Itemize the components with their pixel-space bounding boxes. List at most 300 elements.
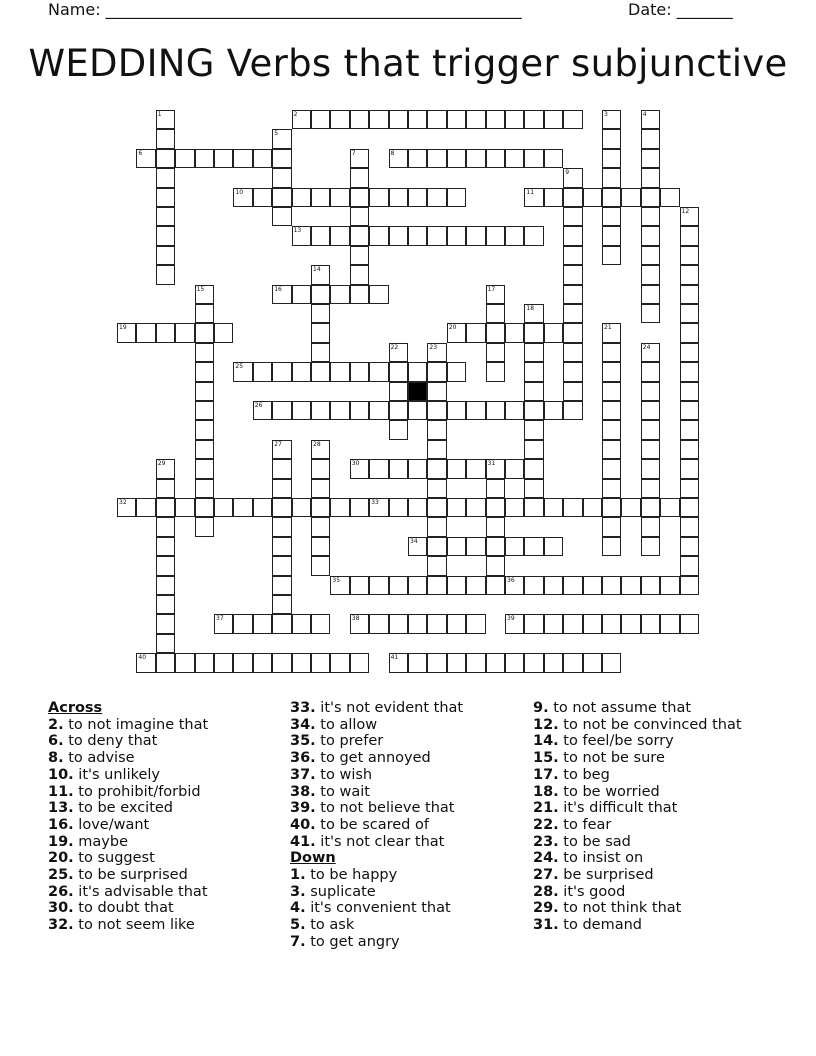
grid-cell[interactable] [350, 401, 369, 420]
grid-cell[interactable] [524, 537, 543, 556]
grid-cell[interactable] [544, 188, 563, 207]
grid-cell[interactable] [350, 362, 369, 381]
grid-cell[interactable] [156, 479, 175, 498]
grid-cell[interactable] [602, 110, 621, 129]
grid-cell[interactable] [660, 614, 679, 633]
grid-cell[interactable] [136, 653, 155, 672]
grid-cell[interactable] [602, 207, 621, 226]
grid-cell[interactable] [427, 110, 446, 129]
grid-cell[interactable] [175, 323, 194, 342]
grid-cell[interactable] [311, 265, 330, 284]
grid-cell[interactable] [466, 537, 485, 556]
grid-cell[interactable] [486, 653, 505, 672]
grid-cell[interactable] [156, 226, 175, 245]
grid-cell[interactable] [486, 459, 505, 478]
grid-cell[interactable] [272, 459, 291, 478]
grid-cell[interactable] [466, 459, 485, 478]
grid-cell[interactable] [292, 188, 311, 207]
grid-cell[interactable] [195, 343, 214, 362]
grid-cell[interactable] [350, 149, 369, 168]
grid-cell[interactable] [408, 149, 427, 168]
grid-cell[interactable] [641, 401, 660, 420]
grid-cell[interactable] [330, 285, 349, 304]
grid-cell[interactable] [175, 149, 194, 168]
grid-cell[interactable] [524, 614, 543, 633]
grid-cell[interactable] [680, 246, 699, 265]
grid-cell[interactable] [641, 537, 660, 556]
grid-cell[interactable] [253, 188, 272, 207]
grid-cell[interactable] [156, 517, 175, 536]
grid-cell[interactable] [156, 323, 175, 342]
grid-cell[interactable] [466, 401, 485, 420]
grid-cell[interactable] [563, 343, 582, 362]
grid-cell[interactable] [389, 188, 408, 207]
grid-cell[interactable] [466, 226, 485, 245]
grid-cell[interactable] [408, 576, 427, 595]
grid-cell[interactable] [680, 401, 699, 420]
grid-cell[interactable] [641, 188, 660, 207]
grid-cell[interactable] [311, 614, 330, 633]
grid-cell[interactable] [330, 188, 349, 207]
grid-cell[interactable] [427, 401, 446, 420]
grid-cell[interactable] [583, 188, 602, 207]
grid-cell[interactable] [389, 401, 408, 420]
grid-cell[interactable] [156, 498, 175, 517]
grid-cell[interactable] [311, 556, 330, 575]
grid-cell[interactable] [156, 537, 175, 556]
grid-cell[interactable] [253, 614, 272, 633]
grid-cell[interactable] [156, 265, 175, 284]
grid-cell[interactable] [641, 459, 660, 478]
grid-cell[interactable] [156, 614, 175, 633]
grid-cell[interactable] [330, 226, 349, 245]
grid-cell[interactable] [311, 479, 330, 498]
grid-cell[interactable] [136, 149, 155, 168]
grid-cell[interactable] [680, 556, 699, 575]
grid-cell[interactable] [544, 323, 563, 342]
grid-cell[interactable] [272, 362, 291, 381]
grid-cell[interactable] [389, 420, 408, 439]
grid-cell[interactable] [233, 188, 252, 207]
grid-cell[interactable] [195, 323, 214, 342]
grid-cell[interactable] [427, 653, 446, 672]
grid-cell[interactable] [427, 537, 446, 556]
grid-cell[interactable] [641, 304, 660, 323]
grid-cell[interactable] [408, 498, 427, 517]
grid-cell[interactable] [427, 479, 446, 498]
grid-cell[interactable] [680, 323, 699, 342]
grid-cell[interactable] [544, 537, 563, 556]
grid-cell[interactable] [272, 168, 291, 187]
grid-cell[interactable] [369, 401, 388, 420]
grid-cell[interactable] [660, 188, 679, 207]
grid-cell[interactable] [214, 323, 233, 342]
grid-cell[interactable] [602, 343, 621, 362]
grid-cell[interactable] [486, 323, 505, 342]
grid-cell[interactable] [214, 149, 233, 168]
grid-cell[interactable] [195, 459, 214, 478]
grid-cell[interactable] [447, 149, 466, 168]
grid-cell[interactable] [195, 362, 214, 381]
grid-cell[interactable] [544, 498, 563, 517]
grid-cell[interactable] [602, 129, 621, 148]
grid-cell[interactable] [505, 537, 524, 556]
grid-cell[interactable] [311, 517, 330, 536]
grid-cell[interactable] [602, 226, 621, 245]
grid-cell[interactable] [156, 188, 175, 207]
grid-cell[interactable] [195, 382, 214, 401]
grid-cell[interactable] [311, 285, 330, 304]
grid-cell[interactable] [583, 498, 602, 517]
grid-cell[interactable] [233, 653, 252, 672]
grid-cell[interactable] [641, 207, 660, 226]
grid-cell[interactable] [350, 246, 369, 265]
grid-cell[interactable] [427, 188, 446, 207]
grid-cell[interactable] [524, 401, 543, 420]
grid-cell[interactable] [253, 401, 272, 420]
grid-cell[interactable] [272, 440, 291, 459]
grid-cell[interactable] [272, 129, 291, 148]
grid-cell[interactable] [389, 362, 408, 381]
grid-cell[interactable] [427, 420, 446, 439]
grid-cell[interactable] [292, 110, 311, 129]
grid-cell[interactable] [524, 304, 543, 323]
grid-cell[interactable] [253, 498, 272, 517]
grid-cell[interactable] [563, 246, 582, 265]
grid-cell[interactable] [156, 246, 175, 265]
grid-cell[interactable] [427, 498, 446, 517]
grid-cell[interactable] [233, 149, 252, 168]
grid-cell[interactable] [544, 401, 563, 420]
grid-cell[interactable] [272, 207, 291, 226]
grid-cell[interactable] [486, 498, 505, 517]
grid-cell[interactable] [195, 285, 214, 304]
grid-cell[interactable] [641, 110, 660, 129]
grid-cell[interactable] [195, 653, 214, 672]
grid-cell[interactable] [563, 110, 582, 129]
grid-cell[interactable] [272, 498, 291, 517]
grid-cell[interactable] [427, 226, 446, 245]
grid-cell[interactable] [311, 226, 330, 245]
grid-cell[interactable] [680, 382, 699, 401]
grid-cell[interactable] [272, 479, 291, 498]
grid-cell[interactable] [427, 149, 446, 168]
grid-cell[interactable] [602, 537, 621, 556]
grid-cell[interactable] [408, 226, 427, 245]
grid-cell[interactable] [641, 285, 660, 304]
grid-cell[interactable] [680, 420, 699, 439]
grid-cell[interactable] [253, 653, 272, 672]
grid-cell[interactable] [369, 188, 388, 207]
grid-cell[interactable] [447, 653, 466, 672]
grid-cell[interactable] [602, 168, 621, 187]
grid-cell[interactable] [563, 265, 582, 284]
grid-cell[interactable] [292, 362, 311, 381]
grid-cell[interactable] [389, 149, 408, 168]
grid-cell[interactable] [505, 323, 524, 342]
grid-cell[interactable] [427, 382, 446, 401]
grid-cell[interactable] [195, 420, 214, 439]
grid-cell[interactable] [350, 576, 369, 595]
grid-cell[interactable] [563, 362, 582, 381]
grid-cell[interactable] [524, 459, 543, 478]
grid-cell[interactable] [680, 343, 699, 362]
grid-cell[interactable] [311, 323, 330, 342]
grid-cell[interactable] [427, 614, 446, 633]
grid-cell[interactable] [214, 614, 233, 633]
grid-cell[interactable] [350, 653, 369, 672]
grid-cell[interactable] [466, 614, 485, 633]
grid-cell[interactable] [272, 537, 291, 556]
grid-cell[interactable] [330, 362, 349, 381]
grid-cell[interactable] [563, 614, 582, 633]
grid-cell[interactable] [272, 556, 291, 575]
grid-cell[interactable] [466, 110, 485, 129]
grid-cell[interactable] [680, 479, 699, 498]
grid-cell[interactable] [680, 614, 699, 633]
grid-cell[interactable] [195, 401, 214, 420]
grid-cell[interactable] [272, 614, 291, 633]
grid-cell[interactable] [486, 537, 505, 556]
grid-cell[interactable] [214, 653, 233, 672]
grid-cell[interactable] [524, 420, 543, 439]
grid-cell[interactable] [233, 498, 252, 517]
grid-cell[interactable] [292, 614, 311, 633]
grid-cell[interactable] [350, 188, 369, 207]
grid-cell[interactable] [447, 537, 466, 556]
grid-cell[interactable] [389, 653, 408, 672]
grid-cell[interactable] [195, 440, 214, 459]
grid-cell[interactable] [311, 498, 330, 517]
grid-cell[interactable] [641, 517, 660, 536]
grid-cell[interactable] [195, 517, 214, 536]
grid-cell[interactable] [292, 401, 311, 420]
grid-cell[interactable] [641, 246, 660, 265]
grid-cell[interactable] [524, 362, 543, 381]
grid-cell[interactable] [253, 362, 272, 381]
grid-cell[interactable] [641, 576, 660, 595]
grid-cell[interactable] [389, 498, 408, 517]
grid-cell[interactable] [408, 110, 427, 129]
grid-cell[interactable] [350, 614, 369, 633]
grid-cell[interactable] [156, 595, 175, 614]
grid-cell[interactable] [544, 576, 563, 595]
grid-cell[interactable] [136, 498, 155, 517]
grid-cell[interactable] [602, 420, 621, 439]
grid-cell[interactable] [369, 576, 388, 595]
grid-cell[interactable] [680, 285, 699, 304]
grid-cell[interactable] [447, 614, 466, 633]
grid-cell[interactable] [233, 614, 252, 633]
grid-cell[interactable] [408, 401, 427, 420]
grid-cell[interactable] [350, 207, 369, 226]
grid-cell[interactable] [253, 149, 272, 168]
grid-cell[interactable] [389, 576, 408, 595]
grid-cell[interactable] [272, 401, 291, 420]
grid-cell[interactable] [156, 634, 175, 653]
grid-cell[interactable] [117, 323, 136, 342]
grid-cell[interactable] [408, 537, 427, 556]
grid-cell[interactable] [408, 362, 427, 381]
grid-cell[interactable] [350, 110, 369, 129]
grid-cell[interactable] [330, 576, 349, 595]
grid-cell[interactable] [136, 323, 155, 342]
grid-cell[interactable] [621, 576, 640, 595]
grid-cell[interactable] [447, 110, 466, 129]
grid-cell[interactable] [680, 459, 699, 478]
grid-cell[interactable] [156, 653, 175, 672]
grid-cell[interactable] [427, 517, 446, 536]
grid-cell[interactable] [369, 285, 388, 304]
grid-cell[interactable] [563, 401, 582, 420]
grid-cell[interactable] [680, 226, 699, 245]
grid-cell[interactable] [408, 188, 427, 207]
grid-cell[interactable] [311, 362, 330, 381]
grid-cell[interactable] [486, 149, 505, 168]
grid-cell[interactable] [311, 401, 330, 420]
grid-cell[interactable] [486, 517, 505, 536]
grid-cell[interactable] [524, 149, 543, 168]
grid-cell[interactable] [369, 614, 388, 633]
grid-cell[interactable] [660, 576, 679, 595]
grid-cell[interactable] [272, 595, 291, 614]
grid-cell[interactable] [447, 188, 466, 207]
grid-cell[interactable] [214, 498, 233, 517]
grid-cell[interactable] [602, 517, 621, 536]
grid-cell[interactable] [563, 653, 582, 672]
grid-cell[interactable] [156, 168, 175, 187]
grid-cell[interactable] [466, 498, 485, 517]
grid-cell[interactable] [408, 614, 427, 633]
grid-cell[interactable] [427, 343, 446, 362]
grid-cell[interactable] [602, 188, 621, 207]
grid-cell[interactable] [505, 576, 524, 595]
grid-cell[interactable] [486, 556, 505, 575]
grid-cell[interactable] [233, 362, 252, 381]
grid-cell[interactable] [156, 459, 175, 478]
grid-cell[interactable] [505, 401, 524, 420]
grid-cell[interactable] [680, 498, 699, 517]
grid-cell[interactable] [195, 304, 214, 323]
grid-cell[interactable] [641, 614, 660, 633]
grid-cell[interactable] [544, 149, 563, 168]
grid-cell[interactable] [563, 382, 582, 401]
grid-cell[interactable] [602, 362, 621, 381]
grid-cell[interactable] [292, 226, 311, 245]
grid-cell[interactable] [311, 459, 330, 478]
grid-cell[interactable] [602, 401, 621, 420]
grid-cell[interactable] [486, 304, 505, 323]
grid-cell[interactable] [447, 401, 466, 420]
grid-cell[interactable] [292, 653, 311, 672]
grid-cell[interactable] [505, 226, 524, 245]
grid-cell[interactable] [272, 285, 291, 304]
grid-cell[interactable] [505, 653, 524, 672]
grid-cell[interactable] [447, 323, 466, 342]
grid-cell[interactable] [156, 207, 175, 226]
grid-cell[interactable] [641, 382, 660, 401]
grid-cell[interactable] [544, 110, 563, 129]
grid-cell[interactable] [602, 323, 621, 342]
grid-cell[interactable] [602, 459, 621, 478]
grid-cell[interactable] [427, 440, 446, 459]
grid-cell[interactable] [524, 226, 543, 245]
grid-cell[interactable] [272, 576, 291, 595]
grid-cell[interactable] [524, 479, 543, 498]
grid-cell[interactable] [466, 323, 485, 342]
grid-cell[interactable] [350, 498, 369, 517]
grid-cell[interactable] [641, 168, 660, 187]
grid-cell[interactable] [563, 323, 582, 342]
grid-cell[interactable] [563, 498, 582, 517]
grid-cell[interactable] [272, 653, 291, 672]
grid-cell[interactable] [641, 479, 660, 498]
grid-cell[interactable] [563, 188, 582, 207]
grid-cell[interactable] [330, 498, 349, 517]
grid-cell[interactable] [330, 653, 349, 672]
grid-cell[interactable] [369, 459, 388, 478]
grid-cell[interactable] [389, 459, 408, 478]
grid-cell[interactable] [311, 537, 330, 556]
grid-cell[interactable] [447, 459, 466, 478]
grid-cell[interactable] [195, 498, 214, 517]
grid-cell[interactable] [156, 576, 175, 595]
grid-cell[interactable] [563, 207, 582, 226]
grid-cell[interactable] [563, 304, 582, 323]
grid-cell[interactable] [350, 459, 369, 478]
grid-cell[interactable] [330, 110, 349, 129]
grid-cell[interactable] [447, 498, 466, 517]
grid-cell[interactable] [195, 479, 214, 498]
grid-cell[interactable] [369, 226, 388, 245]
grid-cell[interactable] [524, 110, 543, 129]
grid-cell[interactable] [641, 362, 660, 381]
grid-cell[interactable] [175, 653, 194, 672]
grid-cell[interactable] [621, 188, 640, 207]
grid-cell[interactable] [389, 110, 408, 129]
grid-cell[interactable] [524, 498, 543, 517]
grid-cell[interactable] [524, 576, 543, 595]
grid-cell[interactable] [311, 440, 330, 459]
grid-cell[interactable] [641, 265, 660, 284]
grid-cell[interactable] [544, 614, 563, 633]
grid-cell[interactable] [447, 362, 466, 381]
grid-cell[interactable] [156, 149, 175, 168]
grid-cell[interactable] [350, 265, 369, 284]
grid-cell[interactable] [524, 653, 543, 672]
grid-cell[interactable] [641, 440, 660, 459]
grid-cell[interactable] [505, 149, 524, 168]
grid-cell[interactable] [583, 653, 602, 672]
grid-cell[interactable] [272, 149, 291, 168]
grid-cell[interactable] [117, 498, 136, 517]
grid-cell[interactable] [602, 614, 621, 633]
grid-cell[interactable] [641, 420, 660, 439]
grid-cell[interactable] [427, 459, 446, 478]
grid-cell[interactable] [195, 149, 214, 168]
grid-cell[interactable] [524, 323, 543, 342]
grid-cell[interactable] [505, 498, 524, 517]
grid-cell[interactable] [389, 614, 408, 633]
grid-cell[interactable] [156, 556, 175, 575]
grid-cell[interactable] [602, 246, 621, 265]
grid-cell[interactable] [583, 576, 602, 595]
grid-cell[interactable] [621, 614, 640, 633]
grid-cell[interactable] [156, 129, 175, 148]
grid-cell[interactable] [563, 576, 582, 595]
grid-cell[interactable] [486, 576, 505, 595]
grid-cell[interactable] [486, 343, 505, 362]
